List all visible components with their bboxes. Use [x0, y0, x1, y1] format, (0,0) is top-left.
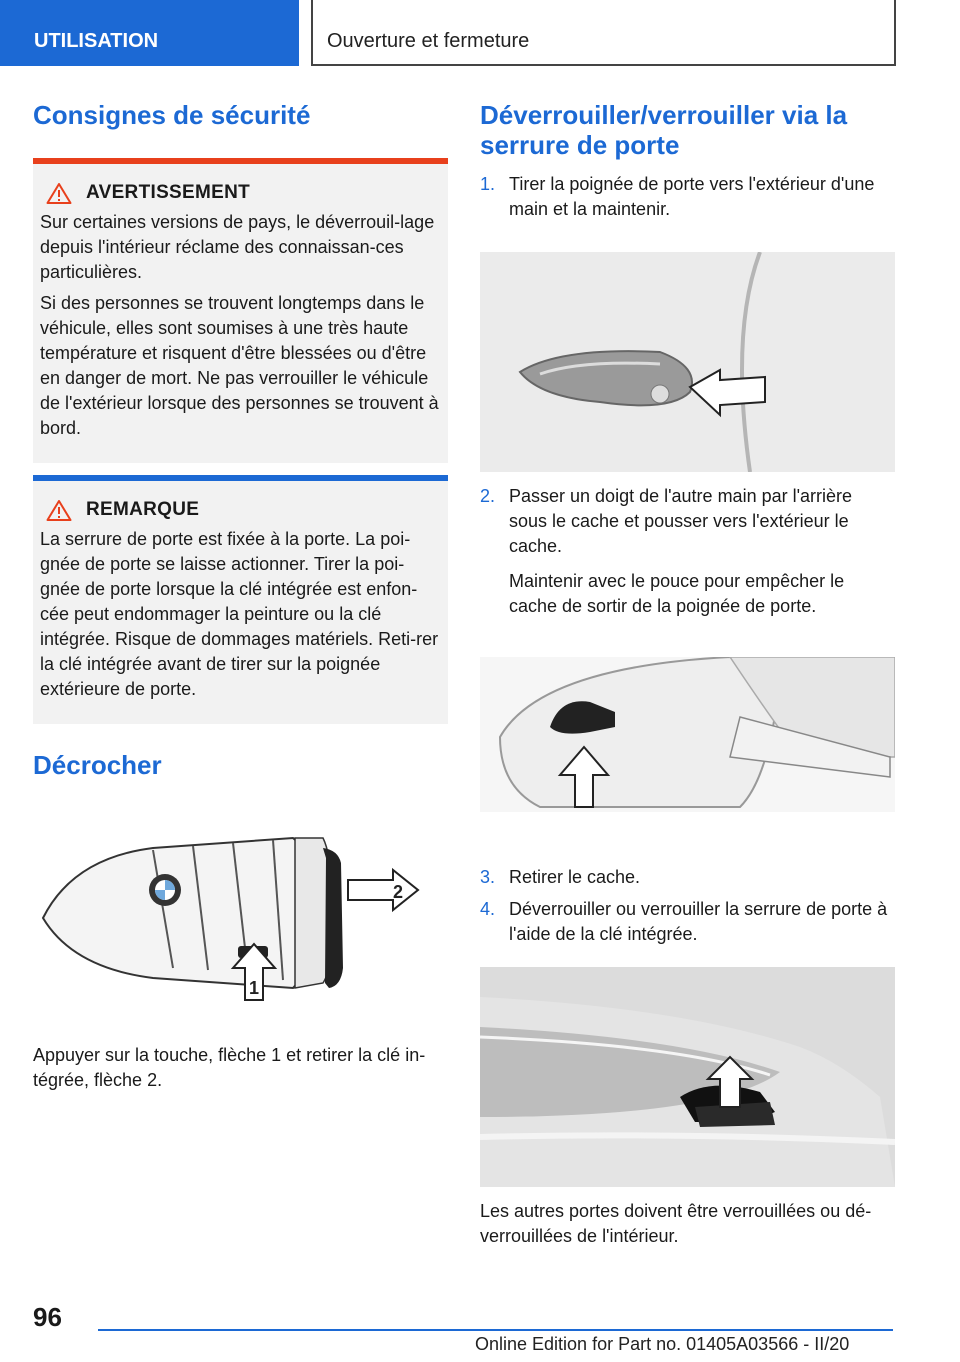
warning-label: AVERTISSEMENT — [86, 182, 251, 203]
step-2 — [480, 484, 892, 619]
note-box — [33, 475, 448, 724]
step-number: 3. — [480, 867, 496, 887]
left-column — [33, 100, 448, 1093]
step-3 — [480, 865, 892, 890]
final-text: Les autres portes doivent être verrouillées ou dé-verrouillées de l'intérieur. — [480, 1201, 872, 1246]
warning-title — [46, 182, 440, 204]
step-text-extra: Maintenir avec le pouce pour empêcher le cache de sortir de la poignée de porte. — [509, 571, 845, 616]
step-1 — [480, 172, 892, 222]
step-number: 4. — [480, 899, 496, 919]
step-number: 1. — [480, 174, 496, 194]
right-column — [480, 100, 892, 1249]
cover-photo — [480, 657, 895, 812]
arrow-1-label: 1 — [249, 978, 260, 998]
arrow-2-icon — [348, 870, 418, 910]
page-header — [0, 0, 960, 66]
detach-heading: Décrocher — [33, 750, 162, 780]
footer-divider — [98, 1329, 893, 1331]
warning-triangle-icon — [46, 182, 72, 204]
note-label: REMARQUE — [86, 499, 200, 520]
note-paragraph: La serrure de porte est fixée à la porte. La poi-gnée de porte se laisse actionner. Tirer la poi-gnée de porte lorsque la clé intégrée est enfon-cée peut endommager la peinture ou la clé intégrée. Risque de dommages matériels. Reti-rer la clé intégrée avant de tirer sur la poignée extérieure de porte. — [40, 529, 439, 699]
arrow-2-label: 2 — [393, 882, 404, 902]
detach-text: Appuyer sur la touche, flèche 1 et retirer la clé in-tégrée, flèche 2. — [33, 1045, 426, 1090]
warning-paragraph-1: Sur certaines versions de pays, le déverrouil-lage depuis l'intérieur réclame des connaissan-ces particulières. — [40, 212, 435, 282]
door-lock-heading: Déverrouiller/verrouiller via la serrure de porte — [480, 100, 848, 160]
key-in-lock-photo — [480, 967, 895, 1187]
safety-heading: Consignes de sécurité — [33, 100, 311, 130]
note-title — [46, 499, 440, 521]
step-text: Tirer la poignée de porte vers l'extérieur d'une main et la maintenir. — [509, 174, 875, 219]
warning-box — [33, 158, 448, 463]
step-text: Passer un doigt de l'autre main par l'arrière sous le cache et pousser vers l'extérieur le cache. — [509, 486, 853, 556]
step-number: 2. — [480, 486, 496, 506]
step-4 — [480, 897, 892, 947]
key-illustration — [33, 818, 448, 1003]
section-title: Ouverture et fermeture — [311, 0, 896, 66]
page-number: 96 — [33, 1302, 62, 1332]
chapter-tab[interactable]: UTILISATION — [0, 0, 299, 66]
warning-paragraph-2: Si des personnes se trouvent longtemps dans le véhicule, elles sont soumises à une très haute température et risquent d'être blessées ou d'être en danger de mort. Ne pas verrouiller le véhicule de l'extérieur lorsque des personnes se trouvent à bord. — [40, 293, 439, 438]
step-text: Retirer le cache. — [509, 867, 641, 887]
door-handle-photo — [480, 252, 895, 472]
key-figure — [33, 818, 448, 1003]
step-text: Déverrouiller ou verrouiller la serrure de porte à l'aide de la clé intégrée. — [509, 899, 888, 944]
footer-edition[interactable]: Online Edition for Part no. 01405A03566 - II/20 — [475, 1334, 850, 1354]
notice-triangle-icon — [46, 499, 72, 521]
